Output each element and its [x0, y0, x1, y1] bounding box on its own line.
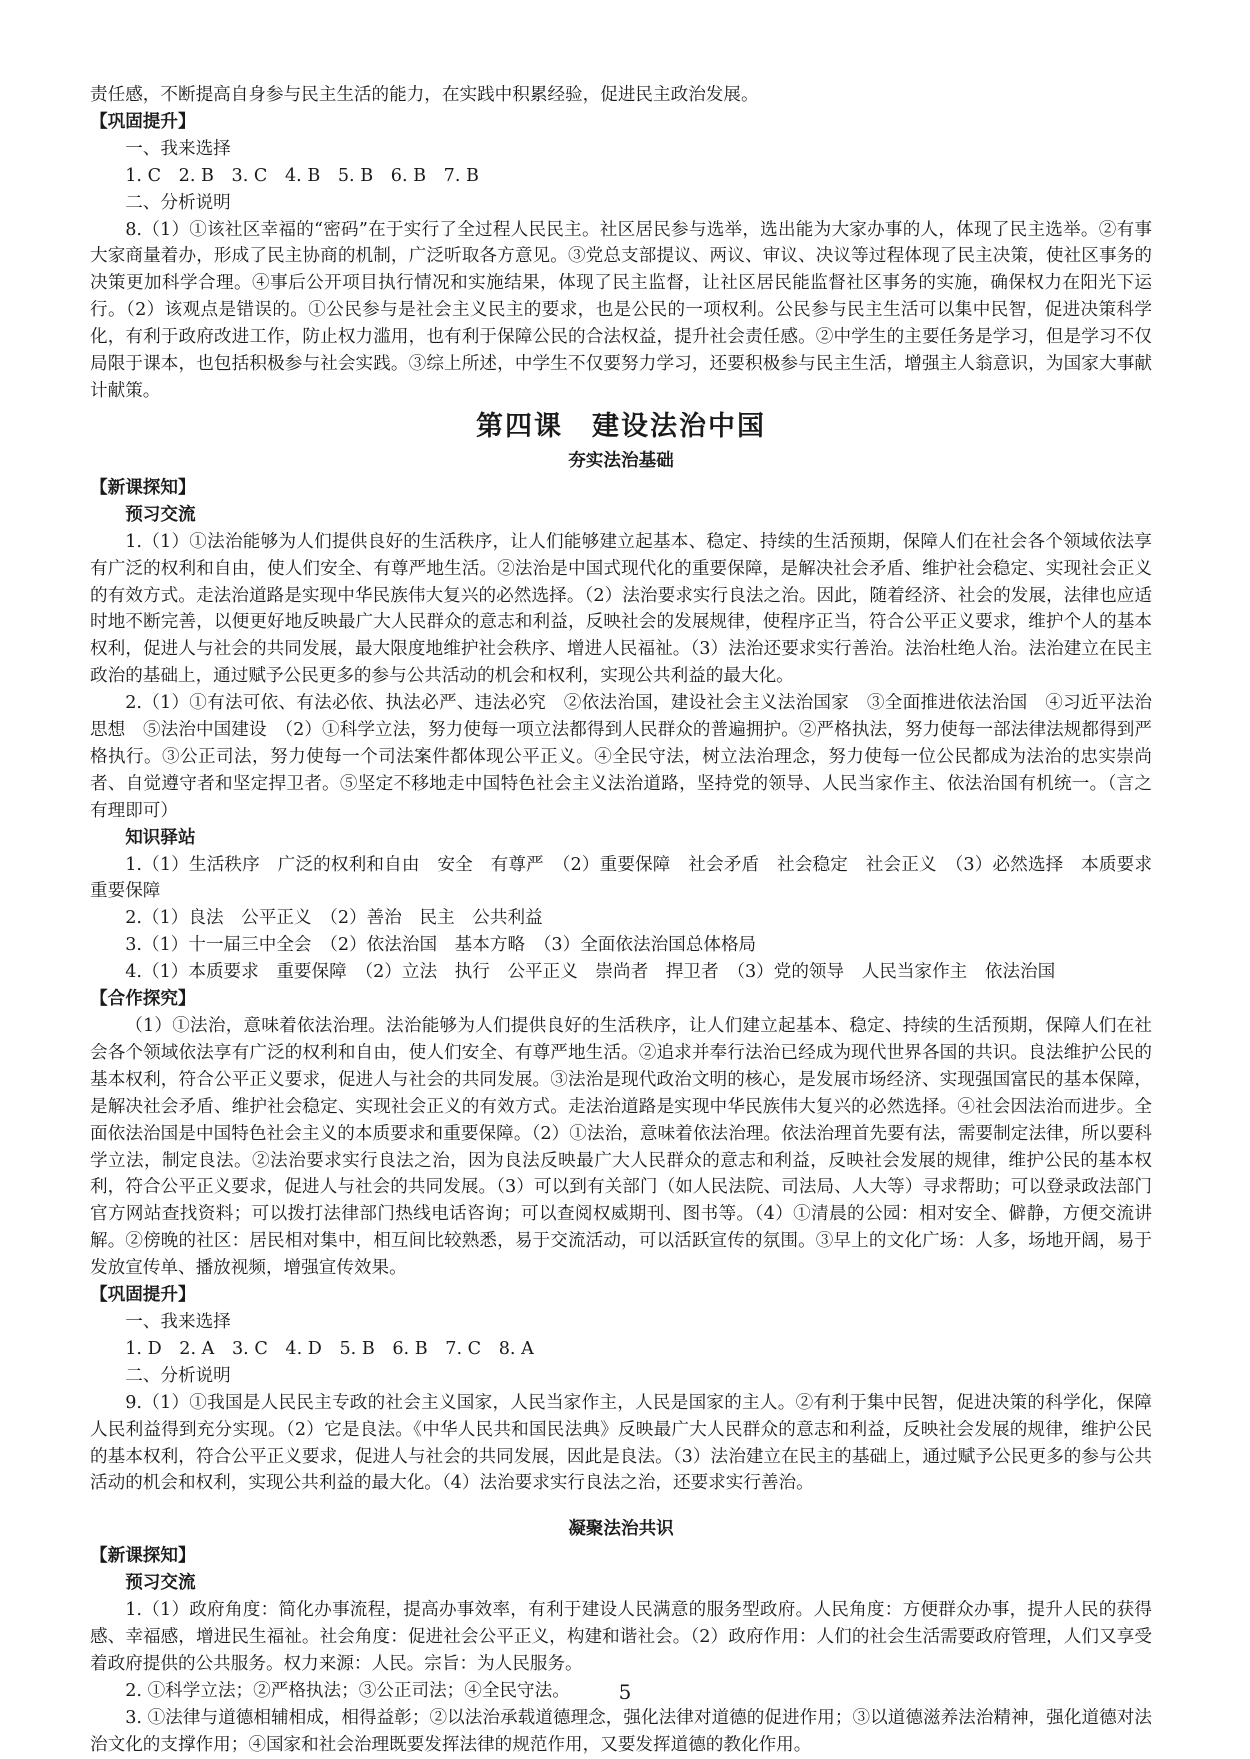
select-answers: 1. C 2. B 3. C 4. B 5. B 6. B 7. B [125, 165, 479, 186]
page-number: 5 [618, 1680, 632, 1704]
preview2-answer-2: 2. ①科学立法；②严格执法；③公正司法；④全民守法。 [125, 1680, 570, 1701]
zhishi-header: 知识驿站 [125, 826, 196, 848]
analysis-label-2: 二、分析说明 [125, 1365, 231, 1386]
xinke-header-2: 【新课探知】 [90, 1545, 196, 1567]
yuxi-header: 预习交流 [125, 503, 196, 525]
analysis-label: 二、分析说明 [125, 192, 231, 213]
select-answers-2: 1. D 2. A 3. C 4. D 5. B 6. B 7. C 8. A [125, 1338, 534, 1359]
preview-answer-1: 1.（1）①法治能够为人们提供良好的生活秩序，让人们能够建立起基本、稳定、持续的生活预期，保障人们在社会各个领域依法享有广泛的权利和自由，使人们安全、有尊严地生活。②法治是中国式现代化的重要保障，是解决社会矛盾、维护社会稳定、实现社会正义的有效方式。走法治道路是实现中华民族伟大复兴的必然选择。（2）法治要求实行良法之治。因此，随着经济、社会的发展，法律也应适时地不断完善，以便更好地反映最广大人民群众的意志和利益，反映社会的发展规律，使程序正当，符合公平正义要求，维护个人的基本权利，促进人与社会的共同发展，最大限度地维护社会秩序、增进人民福祉。（3）法治还要求实行善治。法治杜绝人治。法治建立在民主政治的基础上，通过赋予公民更多的参与公共活动的机会和权利，实现公共利益的最大化。 [90, 531, 1152, 687]
question-9-answer: 9.（1）①我国是人民民主专政的社会主义国家，人民当家作主，人民是国家的主人。②有利于集中民智，促进决策的科学化，保障人民利益得到充分实现。（2）它是良法。《中华人民共和国民法典》反映最广大人民群众的意志和利益，反映社会发展的规律，维护公民的基本权利，符合公平正义要求，促进人与社会的共同发展，因此是良法。（3）法治建立在民主的基础上，通过赋予公民更多的参与公共活动的机会和权利，实现公共利益的最大化。（4）法治要求实行良法之治，还要求实行善治。 [90, 1392, 1152, 1494]
knowledge-2: 2.（1）良法 公平正义 （2）善治 民主 公共利益 [125, 908, 543, 929]
knowledge-1: 1.（1）生活秩序 广泛的权利和自由 安全 有尊严 （2）重要保障 社会矛盾 社会稳定 社会正义 （3）必然选择 本质要求 重要保障 [90, 854, 1170, 902]
gonggu-header-2: 【巩固提升】 [90, 1284, 196, 1306]
preview2-answer-3: 3. ①法律与道德相辅相成，相得益彰；②以法治承载道德理念，强化法律对道德的促进作用；③以道德滋养法治精神，强化道德对法治文化的支撑作用；④国家和社会治理既要发挥法律的规范作用，又要发挥道德的教化作用。 [90, 1707, 1152, 1755]
cooperation-answer: （1）①法治，意味着依法治理。法治能够为人们提供良好的生活秩序，让人们建立起基本、稳定、持续的生活预期，保障人们在社会各个领域依法享有广泛的权利和自由，使人们安全、有尊严地生活。②追求并奉行法治已经成为现代世界各国的共识。良法维护公民的基本权利，符合公平正义要求，促进人与社会的共同发展。③法治是现代政治文明的核心，是发展市场经济、实现强国富民的基本保障，是解决社会矛盾、维护社会稳定、实现社会正义的有效方式。走法治道路是实现中华民族伟大复兴的必然选择。④社会因法治而进步。全面依法治国是中国特色社会主义的本质要求和重要保障。（2）①法治，意味着依法治理。依法治理首先要有法，需要制定法律，所以要科学立法，制定良法。②法治要求实行良法之治，因为良法反映最广大人民群众的意志和利益，反映社会发展的规律，维护公民的基本权利，符合公平正义要求，促进人与社会的共同发展。（3）可以到有关部门（如人民法院、司法局、人大等）寻求帮助；可以登录政法部门官方网站查找资料；可以拨打法律部门热线电话咨询；可以查阅权威期刊、图书等。（4）①清晨的公园：相对安全、僻静，方便交流讲解。②傍晚的社区：居民相对集中，相互间比较熟悉，易于交流活动，可以活跃宣传的氛围。③早上的文化广场：人多，场地开阔，易于发放宣传单、播放视频，增强宣传效果。 [90, 1016, 1152, 1279]
preview2-answer-1: 1.（1）政府角度：简化办事流程，提高办事效率，有利于建设人民满意的服务型政府。人民角度：方便群众办事，提升人民的获得感、幸福感，增进民生福祉。社会角度：促进社会公平正义，构建和谐社会。（2）政府作用：人们的社会生活需要政府管理，人们又享受着政府提供的公共服务。权力来源：人民。宗旨：为人民服务。 [90, 1600, 1152, 1674]
section-title-2: 凝聚法治共识 [568, 1519, 674, 1540]
gonggu-header: 【巩固提升】 [90, 110, 196, 132]
select-label-2: 一、我来选择 [125, 1311, 231, 1332]
xinke-header: 【新课探知】 [90, 476, 196, 498]
preview-answer-2: 2.（1）①有法可依、有法必依、执法必严、违法必究 ②依法治国，建设社会主义法治国家 ③全面推进依法治国 ④习近平法治思想 ⑤法治中国建设 （2）①科学立法，努力使每一项立法都得到人民群众的普遍拥护。②严格执法，努力使每一部法律法规都得到严格执行。③公正司法，努力使每一个司法案件都体现公平正义。④全民守法，树立法治理念，努力使每一位公民都成为法治的忠实崇尚者、自觉遵守者和坚定捍卫者。⑤坚定不移地走中国特色社会主义法治道路，坚持党的领导、人民当家作主、依法治国有机统一。（言之有理即可） [90, 693, 1152, 821]
yuxi-header-2: 预习交流 [125, 1572, 196, 1594]
lesson-title: 第四课 建设法治中国 [476, 410, 766, 442]
section-title-1: 夯实法治基础 [568, 450, 674, 471]
hezuo-header: 【合作探究】 [90, 988, 196, 1010]
page-content [90, 82, 1170, 1759]
continued-paragraph: 责任感，不断提高自身参与民主生活的能力，在实践中积累经验，促进民主政治发展。 [90, 85, 759, 105]
select-label: 一、我来选择 [125, 138, 231, 159]
knowledge-4: 4.（1）本质要求 重要保障 （2）立法 执行 公平正义 崇尚者 捍卫者 （3）党的领导 人民当家作主 依法治国 [125, 962, 1056, 983]
question-8-answer: 8.（1）①该社区幸福的“密码”在于实行了全过程人民民主。社区居民参与选举，选出能为大家办事的人，体现了民主选举。②有事大家商量着办，形成了民主协商的机制，广泛听取各方意见。③党总支部提议、两议、审议、决议等过程体现了民主决策，使社区事务的决策更加科学合理。④事后公开项目执行情况和实施结果，体现了民主监督，让社区居民能监督社区事务的实施，确保权力在阳光下运行。（2）该观点是错误的。①公民参与是社会主义民主的要求，也是公民的一项权利。公民参与民主生活可以集中民智，促进决策科学化，有利于政府改进工作，防止权力滥用，也有利于保障公民的合法权益，提升社会责任感。②中学生的主要任务是学习，但是学习不仅局限于课本，也包括积极参与社会实践。③综上所述，中学生不仅要努力学习，还要积极参与民主生活，增强主人翁意识，为国家大事献计献策。 [90, 219, 1152, 401]
knowledge-3: 3.（1）十一届三中全会 （2）依法治国 基本方略 （3）全面依法治国总体格局 [125, 935, 757, 956]
